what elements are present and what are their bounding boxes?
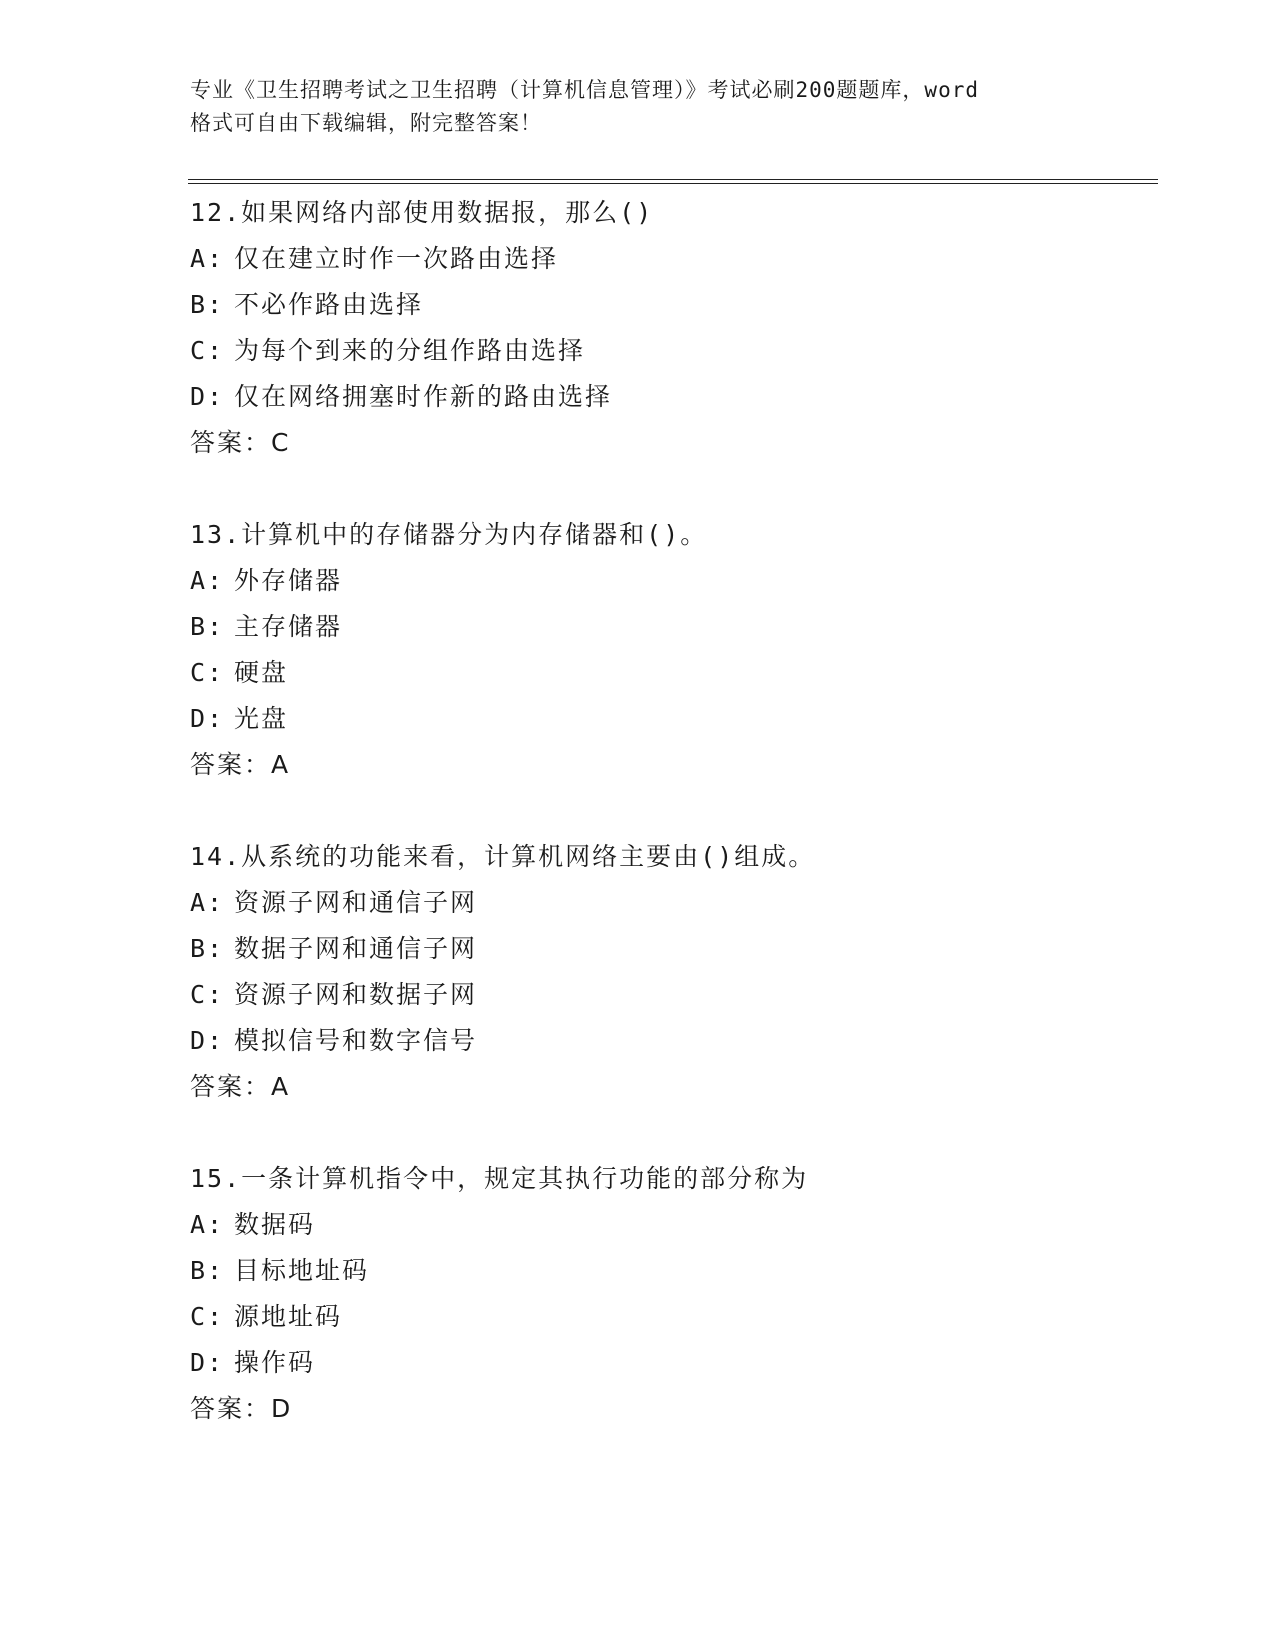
option-letter: B: <box>190 612 225 641</box>
option-d <box>190 1340 1150 1386</box>
option-letter: B: <box>190 934 225 963</box>
answer: 答案：C <box>190 428 291 457</box>
option-letter: D: <box>190 1026 225 1055</box>
option-c <box>190 328 1150 374</box>
option-text: 数据子网和通信子网 <box>234 934 478 963</box>
option-text: 操作码 <box>234 1348 316 1377</box>
option-text: 资源子网和通信子网 <box>234 888 478 917</box>
option-b <box>190 926 1150 972</box>
option-text: 光盘 <box>234 704 289 733</box>
option-d <box>190 696 1150 742</box>
option-text: 目标地址码 <box>234 1256 370 1285</box>
option-text: 仅在网络拥塞时作新的路由选择 <box>234 382 613 411</box>
option-text: 数据码 <box>234 1210 316 1239</box>
question-block-15 <box>190 1156 1150 1432</box>
option-letter: D: <box>190 382 225 411</box>
option-letter: C: <box>190 336 225 365</box>
option-text: 仅在建立时作一次路由选择 <box>234 244 559 273</box>
option-a <box>190 880 1150 926</box>
answer: 答案：A <box>190 1072 291 1101</box>
answer: 答案：A <box>190 750 291 779</box>
question-stem: 14.从系统的功能来看，计算机网络主要由()组成。 <box>190 842 816 871</box>
option-text: 硬盘 <box>234 658 289 687</box>
answer: 答案：D <box>190 1394 293 1423</box>
option-letter: C: <box>190 658 225 687</box>
option-c <box>190 650 1150 696</box>
option-text: 外存储器 <box>234 566 343 595</box>
header-line-2: 格式可自由下载编辑，附完整答案！ <box>190 111 542 135</box>
option-text: 模拟信号和数字信号 <box>234 1026 478 1055</box>
option-d <box>190 374 1150 420</box>
option-letter: C: <box>190 980 225 1009</box>
option-letter: A: <box>190 888 225 917</box>
option-b <box>190 1248 1150 1294</box>
question-block-12 <box>190 190 1150 466</box>
option-b <box>190 604 1150 650</box>
option-a <box>190 236 1150 282</box>
option-letter: D: <box>190 1348 225 1377</box>
option-c <box>190 1294 1150 1340</box>
option-c <box>190 972 1150 1018</box>
option-d <box>190 1018 1150 1064</box>
question-stem: 15.一条计算机指令中，规定其执行功能的部分称为 <box>190 1164 809 1193</box>
document-header <box>190 74 1110 140</box>
header-divider-bottom <box>188 183 1158 184</box>
question-block-14 <box>190 834 1150 1110</box>
question-block-13 <box>190 512 1150 788</box>
option-letter: B: <box>190 290 225 319</box>
option-letter: C: <box>190 1302 225 1331</box>
option-text: 资源子网和数据子网 <box>234 980 478 1009</box>
option-a <box>190 558 1150 604</box>
option-letter: A: <box>190 1210 225 1239</box>
option-letter: D: <box>190 704 225 733</box>
option-text: 主存储器 <box>234 612 343 641</box>
option-text: 为每个到来的分组作路由选择 <box>234 336 586 365</box>
option-a <box>190 1202 1150 1248</box>
option-text: 源地址码 <box>234 1302 343 1331</box>
header-line-1: 专业《卫生招聘考试之卫生招聘（计算机信息管理）》考试必刷200题题库，word <box>190 78 979 102</box>
option-b <box>190 282 1150 328</box>
option-letter: B: <box>190 1256 225 1285</box>
question-stem: 13.计算机中的存储器分为内存储器和()。 <box>190 520 708 549</box>
option-text: 不必作路由选择 <box>234 290 424 319</box>
header-divider-top <box>188 179 1158 180</box>
question-stem: 12.如果网络内部使用数据报，那么() <box>190 198 654 227</box>
option-letter: A: <box>190 244 225 273</box>
option-letter: A: <box>190 566 225 595</box>
